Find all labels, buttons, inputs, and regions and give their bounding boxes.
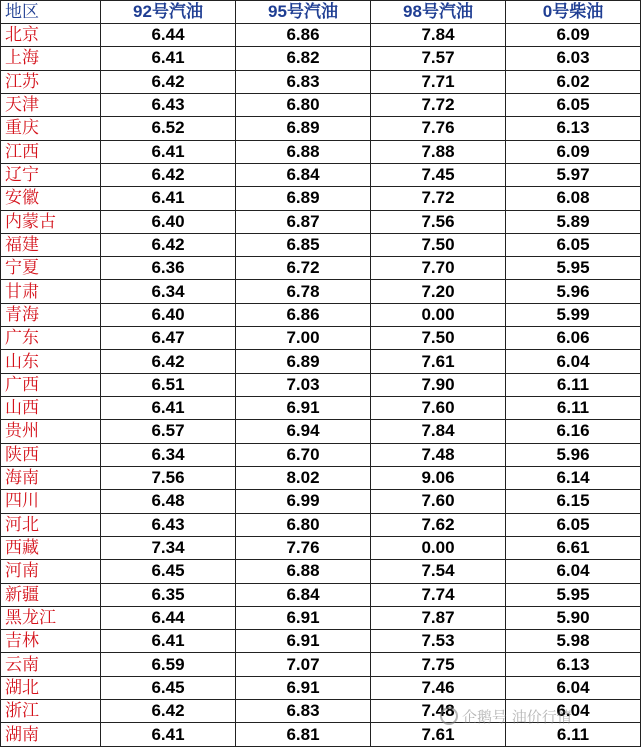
price-cell-gas98: 7.88 [371, 140, 506, 163]
price-cell-gas98: 9.06 [371, 466, 506, 489]
price-cell-diesel0: 5.95 [506, 583, 641, 606]
table-row [1, 233, 641, 256]
price-cell-gas92: 6.42 [101, 350, 236, 373]
price-cell-gas92: 6.48 [101, 490, 236, 513]
price-cell-gas98: 7.50 [371, 233, 506, 256]
table-row [1, 536, 641, 559]
price-cell-gas98: 7.54 [371, 560, 506, 583]
region-cell: 云南 [1, 653, 101, 676]
region-cell: 湖南 [1, 723, 101, 747]
table-row [1, 350, 641, 373]
price-cell-gas95: 6.94 [236, 420, 371, 443]
region-cell: 吉林 [1, 630, 101, 653]
price-cell-gas95: 6.87 [236, 210, 371, 233]
price-cell-gas95: 6.70 [236, 443, 371, 466]
price-cell-diesel0: 5.95 [506, 257, 641, 280]
price-cell-gas98: 7.84 [371, 420, 506, 443]
price-cell-gas92: 6.34 [101, 443, 236, 466]
table-row [1, 443, 641, 466]
price-cell-diesel0: 6.08 [506, 187, 641, 210]
price-cell-gas98: 7.48 [371, 443, 506, 466]
table-row [1, 140, 641, 163]
price-cell-diesel0: 6.04 [506, 700, 641, 723]
table-row [1, 117, 641, 140]
price-cell-gas95: 6.88 [236, 560, 371, 583]
price-cell-gas95: 6.83 [236, 70, 371, 93]
region-cell: 新疆 [1, 583, 101, 606]
region-cell: 广东 [1, 327, 101, 350]
table-row [1, 723, 641, 747]
region-cell: 青海 [1, 303, 101, 326]
price-cell-diesel0: 5.90 [506, 606, 641, 629]
price-cell-gas98: 7.46 [371, 676, 506, 699]
region-cell: 天津 [1, 93, 101, 116]
price-cell-gas92: 6.44 [101, 24, 236, 47]
region-cell: 江西 [1, 140, 101, 163]
price-cell-diesel0: 5.97 [506, 163, 641, 186]
price-cell-diesel0: 6.05 [506, 233, 641, 256]
table-header-row [1, 1, 641, 24]
price-cell-gas92: 6.41 [101, 187, 236, 210]
price-cell-gas92: 6.59 [101, 653, 236, 676]
table-row [1, 93, 641, 116]
region-cell: 江苏 [1, 70, 101, 93]
table-row [1, 397, 641, 420]
region-cell: 河北 [1, 513, 101, 536]
price-cell-gas98: 7.70 [371, 257, 506, 280]
price-cell-gas95: 6.89 [236, 187, 371, 210]
price-cell-gas95: 8.02 [236, 466, 371, 489]
price-cell-gas95: 6.85 [236, 233, 371, 256]
price-cell-gas98: 7.53 [371, 630, 506, 653]
price-cell-diesel0: 5.96 [506, 280, 641, 303]
price-cell-gas92: 6.34 [101, 280, 236, 303]
watermark-text: 企鹅号 油价行情 [462, 708, 572, 726]
price-cell-diesel0: 5.98 [506, 630, 641, 653]
price-cell-gas95: 6.88 [236, 140, 371, 163]
price-cell-gas95: 6.99 [236, 490, 371, 513]
table-row [1, 187, 641, 210]
price-cell-gas92: 6.41 [101, 397, 236, 420]
region-cell: 北京 [1, 24, 101, 47]
table-row [1, 303, 641, 326]
price-cell-gas92: 6.47 [101, 327, 236, 350]
price-cell-diesel0: 6.16 [506, 420, 641, 443]
price-cell-gas92: 6.41 [101, 723, 236, 747]
region-cell: 四川 [1, 490, 101, 513]
price-cell-gas92: 6.42 [101, 233, 236, 256]
price-cell-gas92: 6.43 [101, 93, 236, 116]
price-cell-gas95: 6.86 [236, 24, 371, 47]
table-row [1, 280, 641, 303]
price-cell-gas98: 7.60 [371, 397, 506, 420]
price-cell-gas92: 6.36 [101, 257, 236, 280]
region-cell: 海南 [1, 466, 101, 489]
region-cell: 湖北 [1, 676, 101, 699]
price-cell-gas98: 7.62 [371, 513, 506, 536]
region-cell: 河南 [1, 560, 101, 583]
price-cell-gas92: 6.42 [101, 700, 236, 723]
price-cell-gas98: 7.20 [371, 280, 506, 303]
table-row [1, 257, 641, 280]
price-cell-gas95: 6.86 [236, 303, 371, 326]
price-cell-gas98: 7.71 [371, 70, 506, 93]
price-cell-diesel0: 6.05 [506, 513, 641, 536]
table-row [1, 373, 641, 396]
price-cell-diesel0: 6.09 [506, 140, 641, 163]
price-cell-gas98: 7.72 [371, 187, 506, 210]
header-gas-98: 98号汽油 [371, 1, 506, 24]
price-cell-diesel0: 6.13 [506, 653, 641, 676]
price-cell-gas98: 7.74 [371, 583, 506, 606]
price-cell-diesel0: 6.05 [506, 93, 641, 116]
price-cell-gas98: 7.72 [371, 93, 506, 116]
table-row [1, 47, 641, 70]
price-cell-gas95: 6.91 [236, 397, 371, 420]
table-body [1, 24, 641, 747]
price-cell-gas95: 6.83 [236, 700, 371, 723]
table-row [1, 70, 641, 93]
region-cell: 重庆 [1, 117, 101, 140]
price-cell-gas92: 6.41 [101, 140, 236, 163]
region-cell: 陕西 [1, 443, 101, 466]
price-cell-gas92: 6.57 [101, 420, 236, 443]
price-cell-gas98: 7.48 [371, 700, 506, 723]
region-cell: 宁夏 [1, 257, 101, 280]
region-cell: 安徽 [1, 187, 101, 210]
price-cell-diesel0: 6.13 [506, 117, 641, 140]
price-cell-gas95: 6.80 [236, 513, 371, 536]
price-cell-diesel0: 6.09 [506, 24, 641, 47]
region-cell: 黑龙江 [1, 606, 101, 629]
price-cell-gas95: 7.00 [236, 327, 371, 350]
price-cell-gas95: 7.03 [236, 373, 371, 396]
table-row [1, 24, 641, 47]
price-cell-diesel0: 5.96 [506, 443, 641, 466]
table-row [1, 653, 641, 676]
price-cell-gas98: 7.61 [371, 723, 506, 747]
price-cell-gas92: 6.42 [101, 163, 236, 186]
price-cell-gas98: 7.84 [371, 24, 506, 47]
region-cell: 浙江 [1, 700, 101, 723]
price-cell-diesel0: 5.99 [506, 303, 641, 326]
price-cell-gas98: 7.76 [371, 117, 506, 140]
region-cell: 贵州 [1, 420, 101, 443]
price-cell-gas95: 6.84 [236, 163, 371, 186]
table-row [1, 700, 641, 723]
table-row [1, 210, 641, 233]
region-cell: 甘肃 [1, 280, 101, 303]
price-cell-diesel0: 6.06 [506, 327, 641, 350]
header-region: 地区 [1, 1, 101, 24]
price-cell-gas95: 6.89 [236, 117, 371, 140]
price-cell-gas92: 6.51 [101, 373, 236, 396]
price-cell-gas92: 6.43 [101, 513, 236, 536]
price-cell-gas98: 0.00 [371, 536, 506, 559]
price-cell-gas98: 7.50 [371, 327, 506, 350]
table-row [1, 513, 641, 536]
price-cell-gas95: 6.84 [236, 583, 371, 606]
price-cell-diesel0: 6.03 [506, 47, 641, 70]
price-cell-gas92: 6.41 [101, 47, 236, 70]
region-cell: 上海 [1, 47, 101, 70]
price-cell-diesel0: 6.61 [506, 536, 641, 559]
price-cell-diesel0: 6.04 [506, 676, 641, 699]
price-cell-gas95: 6.91 [236, 676, 371, 699]
price-cell-gas98: 7.45 [371, 163, 506, 186]
price-cell-gas92: 6.41 [101, 630, 236, 653]
price-cell-diesel0: 6.14 [506, 466, 641, 489]
price-cell-gas95: 6.72 [236, 257, 371, 280]
price-cell-gas98: 7.90 [371, 373, 506, 396]
price-cell-gas92: 6.45 [101, 560, 236, 583]
table-row [1, 560, 641, 583]
price-cell-diesel0: 6.15 [506, 490, 641, 513]
region-cell: 山西 [1, 397, 101, 420]
table-row [1, 583, 641, 606]
price-cell-diesel0: 5.89 [506, 210, 641, 233]
price-cell-diesel0: 6.04 [506, 560, 641, 583]
price-cell-diesel0: 6.11 [506, 723, 641, 747]
table-row [1, 490, 641, 513]
header-diesel-0: 0号柴油 [506, 1, 641, 24]
table-row [1, 327, 641, 350]
region-cell: 山东 [1, 350, 101, 373]
price-cell-gas92: 6.40 [101, 303, 236, 326]
price-cell-gas95: 6.91 [236, 630, 371, 653]
price-cell-gas95: 7.07 [236, 653, 371, 676]
price-cell-diesel0: 6.11 [506, 397, 641, 420]
price-cell-gas92: 6.45 [101, 676, 236, 699]
price-cell-gas98: 7.61 [371, 350, 506, 373]
region-cell: 福建 [1, 233, 101, 256]
price-cell-gas95: 7.76 [236, 536, 371, 559]
price-cell-diesel0: 6.02 [506, 70, 641, 93]
price-cell-gas98: 7.87 [371, 606, 506, 629]
table-row [1, 630, 641, 653]
price-cell-gas95: 6.82 [236, 47, 371, 70]
price-cell-gas95: 6.89 [236, 350, 371, 373]
price-cell-gas95: 6.91 [236, 606, 371, 629]
table-row [1, 420, 641, 443]
price-cell-gas98: 7.56 [371, 210, 506, 233]
header-gas-95: 95号汽油 [236, 1, 371, 24]
price-cell-gas98: 7.57 [371, 47, 506, 70]
table-row [1, 676, 641, 699]
region-cell: 辽宁 [1, 163, 101, 186]
price-cell-gas98: 7.75 [371, 653, 506, 676]
price-cell-gas92: 6.35 [101, 583, 236, 606]
price-cell-diesel0: 6.04 [506, 350, 641, 373]
price-cell-gas95: 6.81 [236, 723, 371, 747]
price-cell-gas95: 6.78 [236, 280, 371, 303]
header-gas-92: 92号汽油 [101, 1, 236, 24]
price-cell-gas92: 6.40 [101, 210, 236, 233]
price-cell-gas98: 0.00 [371, 303, 506, 326]
region-cell: 西藏 [1, 536, 101, 559]
price-cell-gas95: 6.80 [236, 93, 371, 116]
table-row [1, 606, 641, 629]
region-cell: 广西 [1, 373, 101, 396]
price-cell-gas92: 6.44 [101, 606, 236, 629]
table-row [1, 163, 641, 186]
price-cell-gas92: 7.56 [101, 466, 236, 489]
region-cell: 内蒙古 [1, 210, 101, 233]
price-cell-gas98: 7.60 [371, 490, 506, 513]
table-row [1, 466, 641, 489]
price-cell-diesel0: 6.11 [506, 373, 641, 396]
price-cell-gas92: 6.42 [101, 70, 236, 93]
price-cell-gas92: 7.34 [101, 536, 236, 559]
price-cell-gas92: 6.52 [101, 117, 236, 140]
